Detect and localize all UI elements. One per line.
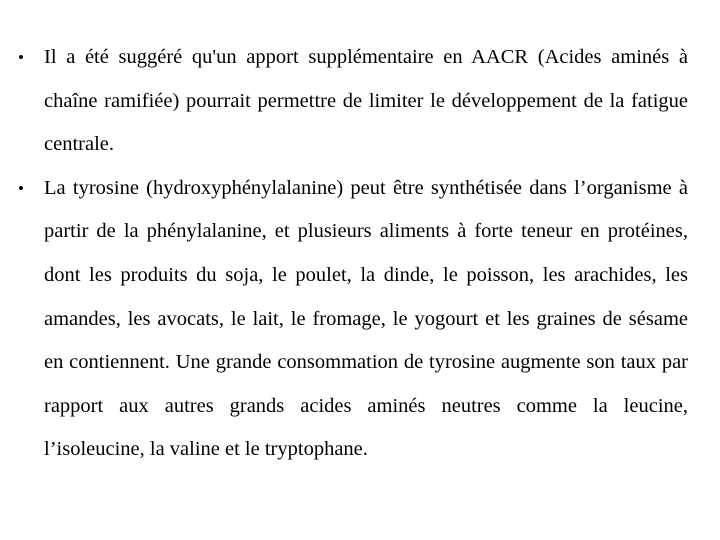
bullet-text-tyrosine: La tyrosine (hydroxyphénylalanine) peut être synthétisée dans l’organisme à partir de la phénylalanine, et plusieurs aliments à forte teneur en protéines, dont les produits du soja, le poulet, la dinde, le poisson, les arachides, les amandes, les avocats, le lait, le fromage, le yogourt et les graines de sésame en contiennent. Une grande consommation de tyrosine augmente son taux par rapport aux autres grands acides aminés neutres comme la leucine, l’isoleucine, la valine et le tryptophane. <box>44 176 688 461</box>
bullet-icon: • <box>18 178 24 198</box>
bullet-item-tyrosine <box>18 167 688 472</box>
bullet-item-bcaa <box>18 36 688 167</box>
bullet-icon: • <box>18 48 24 67</box>
bullet-text-bcaa: Il a été suggéré qu'un apport supplémentaire en AACR (Acides aminés à chaîne ramifiée) pourrait permettre de limiter le développement de la fatigue centrale. <box>44 46 688 156</box>
bullet-list <box>18 36 688 472</box>
